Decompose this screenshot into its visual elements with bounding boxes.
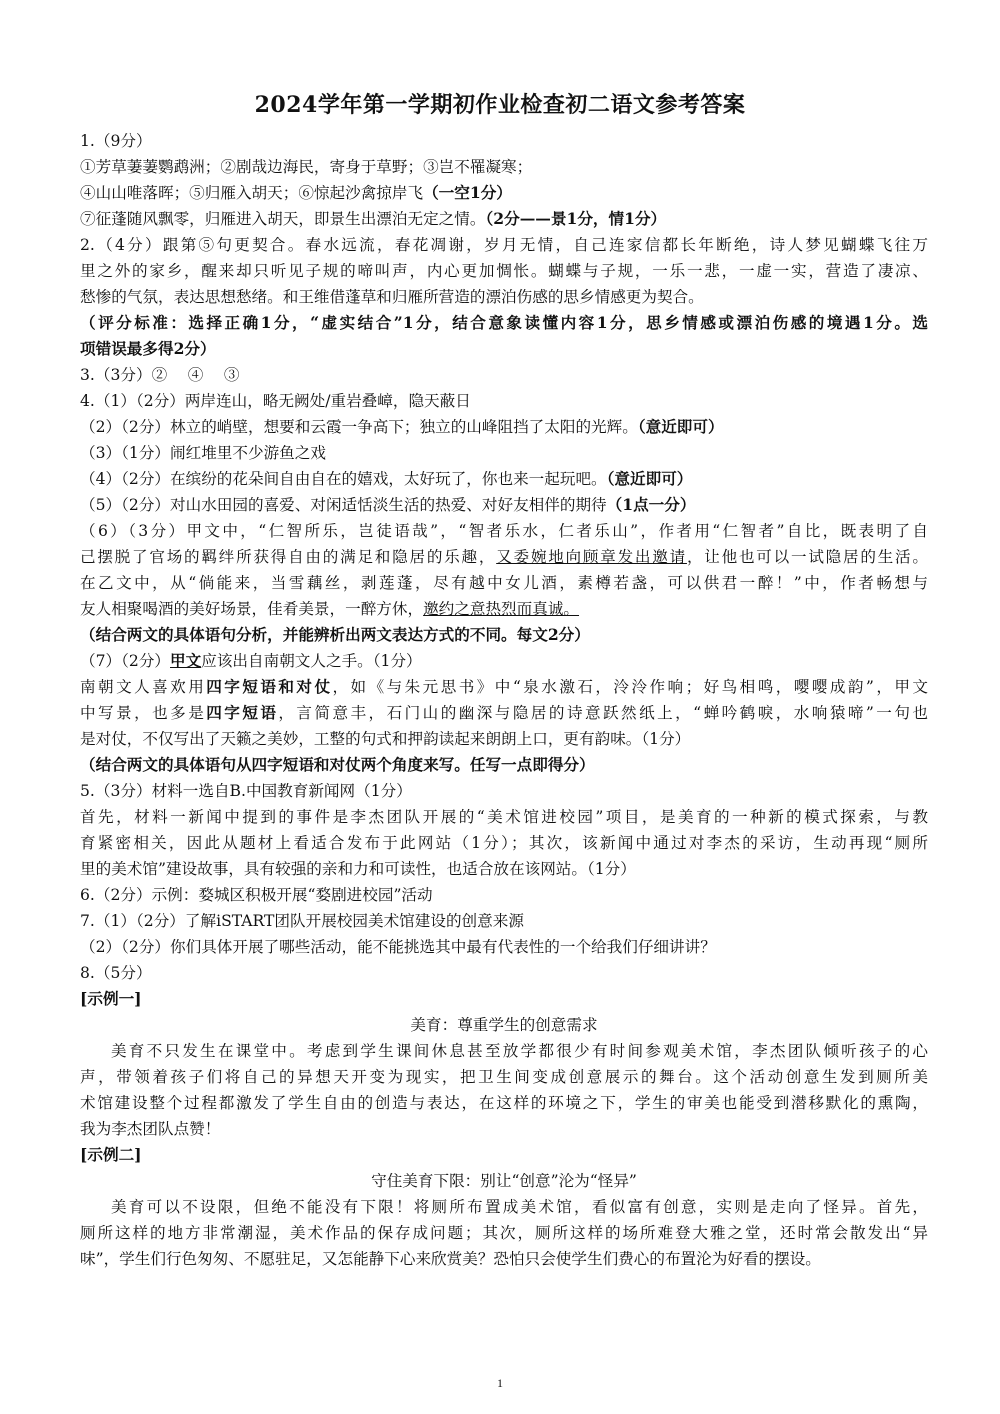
q4-line-11 — [80, 648, 928, 674]
q4-line-12 — [80, 674, 928, 700]
q4-line-6: （6）（3分）甲文中，“仁智所乐，岂徒语哉”，“智者乐水，仁者乐山”，作者用“仁智者”自比，既表明了自 — [80, 522, 928, 540]
q8-example-2-line-1: 美育可以不设限，但绝不能没有下限！将厕所布置成美术馆，看似富有创意，实则是走向了怪异。首先， — [111, 1198, 928, 1216]
q8-example-2-label: [示例二] — [80, 1145, 142, 1164]
q4-line-5 — [80, 492, 928, 518]
q4-line-14: 是对仗，不仅写出了天籁之美妙，工整的句式和押韵读起来朗朗上口，更有韵味。（1分） — [80, 730, 691, 748]
q8-example-1-line-2: 声，带领着孩子们将自己的异想天开变为现实，把卫生间变成创意展示的舞台。这个活动创意生发到厕所美 — [80, 1068, 928, 1086]
q1-line-3-score: （2分——景1分，情1分） — [485, 209, 667, 228]
q4-line-11-jiawen: 甲文 — [170, 651, 202, 670]
q2-line-1: 2.（4分）跟第⑤句更契合。春水远流，春花凋谢，岁月无情，自己连家信都长年断绝，诗人梦见蝴蝶飞往万 — [80, 236, 928, 254]
q8-example-1-line-3: 术馆建设整个过程都激发了学生自由的创造与表达，在这样的环境之下，学生的审美也能受到潜移默化的熏陶， — [80, 1094, 928, 1112]
q7-line-1: 7.（1）（2分）了解iSTART团队开展校园美术馆建设的创意来源 — [80, 912, 524, 930]
q1-line-1: ①芳草萋萋鹦鹉洲；②剧哉边海民，寄身于草野；③岂不罹凝寒； — [80, 158, 533, 176]
q4-line-2 — [80, 414, 928, 440]
q1-line-3 — [80, 206, 928, 232]
q4-line-13-text: 中写景，也多是 — [80, 704, 207, 722]
q4-line-13-bold: 四字短语 — [206, 703, 279, 722]
q8-heading: 8.（5分） — [80, 964, 152, 982]
q4-line-11-prefix: （7）（2分） — [80, 652, 171, 670]
q3-answer: 3.（3分）② ④ ③ — [80, 366, 240, 384]
q2-line-2: 里之外的家乡，醒来却只听见子规的啼叫声，内心更加惆怅。蝴蝶与子规，一乐一悲，一虚一实，营造了凄凉、 — [80, 262, 928, 280]
q4-line-8: 在乙文中，从“倘能来，当雪藕丝，剥莲蓬，尽有越中女儿酒，素樽若盏，可以供君一醉！”中，作者畅想与 — [80, 574, 928, 592]
q8-example-1-line-4: 我为李杰团队点赞！ — [80, 1120, 221, 1138]
q4-line-12-tail: ，如《与朱元思书》中“泉水激石，泠泠作响；好鸟相鸣，嘤嘤成韵”，甲文 — [332, 678, 928, 696]
q4-line-9-underlined: 邀约之意热烈而真诚。 — [423, 600, 580, 618]
q4-line-11-text: 应该出自南朝文人之手。（1分） — [201, 652, 422, 670]
q4-line-2-text: （2）（2分）林立的峭壁，想要和云霞一争高下；独立的山峰阻挡了太阳的光辉。 — [80, 418, 638, 436]
q1-heading: 1.（9分） — [80, 132, 152, 150]
q5-line-3: 育紧密相关，因此从题材上看适合发布于此网站（1分）；其次，该新闻中通过对李杰的采访，生动再现“厕所 — [80, 834, 928, 852]
q4-line-13-tail: ，言简意丰，石门山的幽深与隐居的诗意跃然纸上，“蝉吟鹤唳，水响猿啼”一句也 — [278, 704, 928, 722]
page-number: 1 — [497, 1376, 503, 1390]
q2-scoring-2: 项错误最多得2分） — [80, 339, 216, 358]
q4-line-4-note: （意近即可） — [606, 469, 693, 488]
q6-answer: 6.（2分）示例：婺城区积极开展“婺剧进校园”活动 — [80, 886, 433, 904]
q4-line-9-text: 友人相聚喝酒的美好场景，佳肴美景，一醉方休， — [80, 600, 424, 618]
q8-example-1-line-1: 美育不只发生在课堂中。考虑到学生课间休息甚至放学都很少有时间参观美术馆，李杰团队倾听孩子的心 — [111, 1042, 928, 1060]
q4-line-13 — [80, 700, 928, 726]
q4-line-7-text: 己摆脱了官场的羁绊所获得自由的满足和隐居的乐趣， — [80, 548, 497, 566]
q1-line-2-score: （一空1分） — [423, 183, 512, 202]
answer-content — [80, 128, 928, 1272]
q4-line-5-text: （5）（2分）对山水田园的喜爱、对闲适恬淡生活的热爱、对好友相伴的期待 — [80, 496, 607, 514]
q4-line-5-note: （1点一分） — [606, 495, 696, 514]
q4-line-2-note: （意近即可） — [637, 417, 724, 436]
q8-example-2-line-3: 味”，学生们行色匆匆、不愿驻足，又怎能静下心来欣赏美？恐怕只会使学生们费心的布置沦为好看的摆设。 — [80, 1250, 821, 1268]
q4-line-7 — [80, 544, 928, 570]
q2-scoring-1: （评分标准：选择正确1分，“虚实结合”1分，结合意象读懂内容1分，思乡情感或漂泊伤感的境遇1分。选 — [80, 313, 928, 332]
q4-scoring-1: （结合两文的具体语句分析，并能辨析出两文表达方式的不同。每文2分） — [80, 625, 590, 644]
q5-line-2: 首先，材料一新闻中提到的事件是李杰团队开展的“美术馆进校园”项目，是美育的一种新的模式探索，与教 — [80, 808, 928, 826]
q8-example-2-line-2: 厕所这样的地方非常潮湿，美术作品的保存成问题；其次，厕所这样的场所难登大雅之堂，还时常会散发出“异 — [80, 1224, 928, 1242]
q4-line-7-tail: ，让他也可以一试隐居的生活。 — [686, 548, 928, 566]
q4-line-1: 4.（1）（2分）两岸连山，略无阙处/重岩叠嶂，隐天蔽日 — [80, 392, 471, 410]
q5-line-4: 里的美术馆”建设故事，具有较强的亲和力和可读性，也适合放在该网站。（1分） — [80, 860, 636, 878]
q4-scoring-2: （结合两文的具体语句从四字短语和对仗两个角度来写。任写一点即得分） — [80, 755, 595, 774]
q7-line-2: （2）（2分）你们具体开展了哪些活动，能不能挑选其中最有代表性的一个给我们仔细讲讲？ — [80, 938, 716, 956]
q4-line-4-text: （4）（2分）在缤纷的花朵间自由自在的嬉戏，太好玩了，你也来一起玩吧。 — [80, 470, 607, 488]
q1-line-2-text: ④山山唯落晖；⑤归雁入胡天；⑥惊起沙禽掠岸飞 — [80, 184, 424, 202]
q8-example-1-label: [示例一] — [80, 989, 142, 1008]
q5-line-1: 5.（3分）材料一选自B.中国教育新闻网（1分） — [80, 782, 412, 800]
q4-line-12-text: 南朝文人喜欢用 — [80, 678, 207, 696]
q4-line-3: （3）（1分）闹红堆里不少游鱼之戏 — [80, 444, 326, 462]
q4-line-4 — [80, 466, 928, 492]
q8-example-2-title: 守住美育下限：别让“创意”沦为“怪异” — [371, 1172, 637, 1190]
q4-line-12-bold: 四字短语和对仗 — [206, 677, 333, 696]
page-title: 2024学年第一学期初作业检查初二语文参考答案 — [254, 92, 746, 118]
q1-line-2 — [80, 180, 928, 206]
q1-line-3-text: ⑦征蓬随风飘零，归雁进入胡天，即景生出漂泊无定之情。 — [80, 210, 486, 228]
q8-example-1-title: 美育：尊重学生的创意需求 — [410, 1016, 598, 1034]
q4-line-9 — [80, 596, 928, 622]
q2-line-3: 愁惨的气氛，表达思想愁绪。和王维借蓬草和归雁所营造的漂泊伤感的思乡情感更为契合。 — [80, 288, 704, 306]
q4-line-7-underlined: 又委婉地向顾章发出邀请 — [496, 548, 687, 566]
